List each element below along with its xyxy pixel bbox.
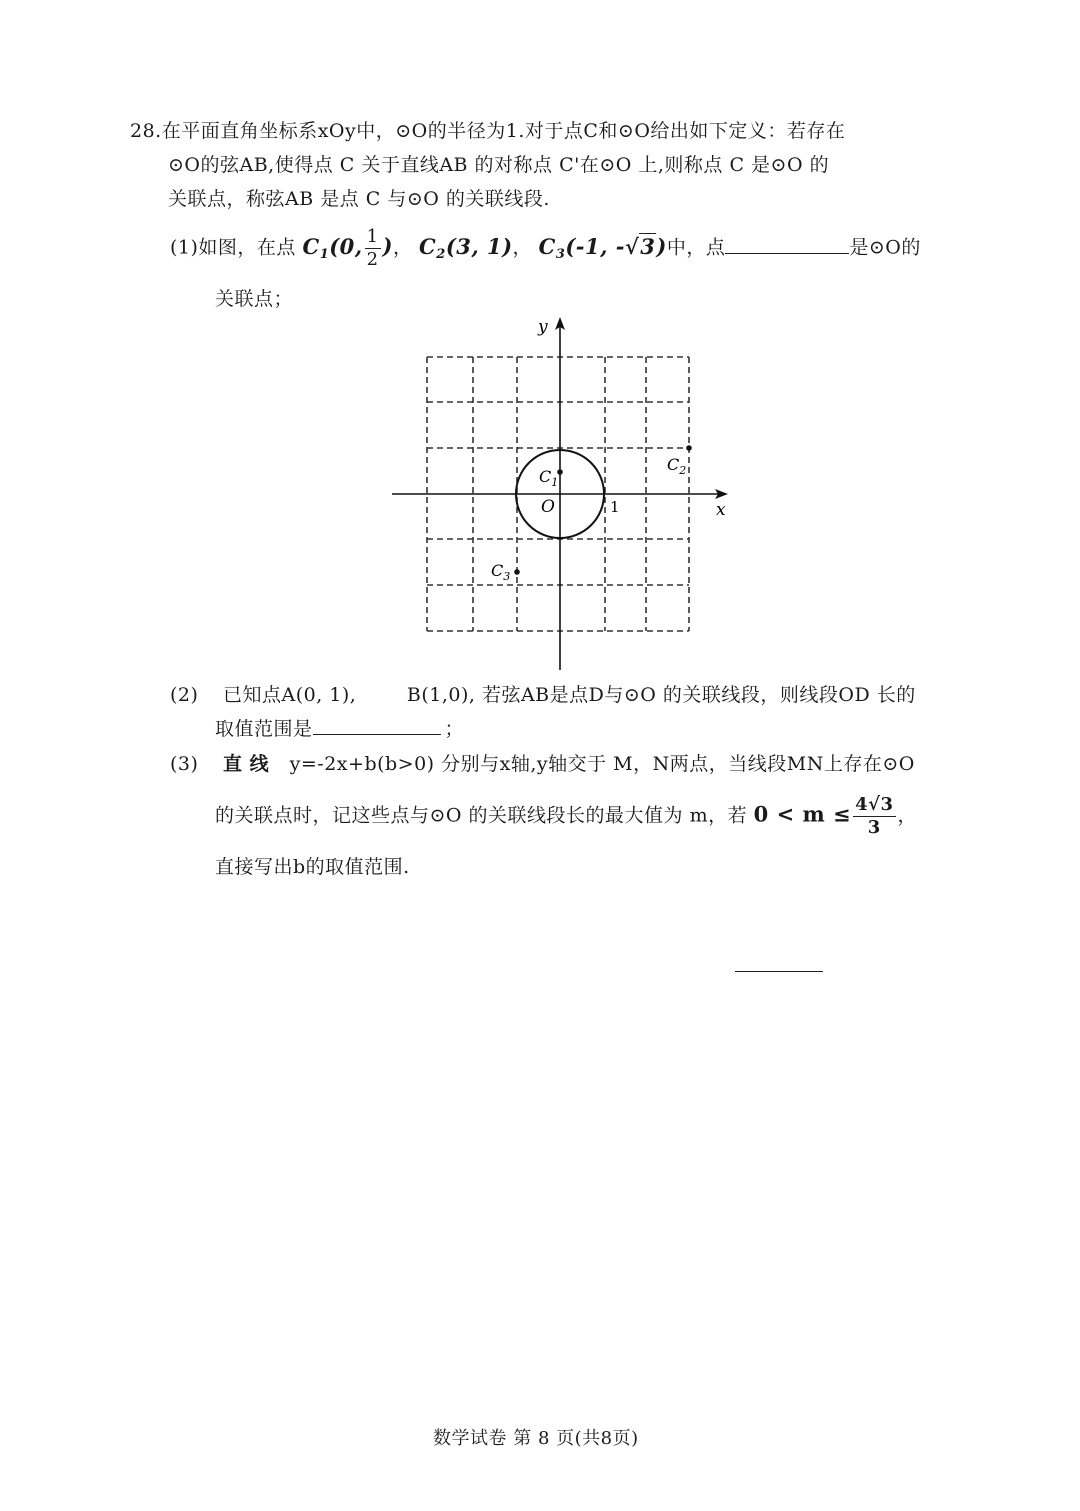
point-c2: $C_2(3$, 1)	[419, 233, 513, 262]
inequality: 0 < m ≤	[753, 801, 852, 827]
part3-line1: (3) 直 线 y=-2x+b(b>0) 分别与x轴,y轴交于 M，N两点，当线段MN上存在⊙O	[170, 753, 915, 775]
part1-question: (1)如图，在点 $C_1(0$, $\frac{1}{2}$ )， $C_2(3$, 1)， $C_3(-1$, -√3)中，点 是⊙O的	[170, 226, 921, 270]
c2-label: $C_2$	[667, 455, 687, 477]
point-c2-dot	[686, 445, 692, 451]
point-c1: $C_1(0$,	[302, 233, 363, 262]
problem-intro-line2: ⊙O的弦AB,使得点 C 关于直线AB 的对称点 C'在⊙O 上,则称点 C 是⊙O 的	[168, 154, 830, 176]
point-c3-dot	[514, 569, 520, 575]
c1-label: $C_1$	[539, 467, 559, 489]
coordinate-figure	[380, 310, 740, 680]
part3-line3: 直接写出b的取值范围.	[215, 856, 410, 878]
part1-mid: 中，点	[666, 236, 726, 259]
part1-lead: (1)如图，在点	[170, 236, 296, 259]
part1-tail: 是⊙O的	[849, 236, 921, 259]
inequality-fraction: $\frac{4√3}{3}$	[855, 794, 894, 838]
problem-intro-line1: 28.在平面直角坐标系xOy中，⊙O的半径为1.对于点C和⊙O给出如下定义：若存在	[130, 120, 846, 142]
point-c3: $C_3(-1$, -√3)	[538, 233, 667, 262]
axes	[392, 320, 725, 670]
c3-label: $C_3$	[491, 561, 511, 583]
part3-label: (3)	[170, 753, 199, 775]
part1-answer-blank[interactable]	[725, 253, 849, 254]
part2-label: (2)	[170, 684, 199, 706]
page-footer: 数学试卷 第 8 页(共8页)	[433, 1428, 639, 1449]
part2-line2: 取值范围是 ；	[215, 718, 465, 740]
origin-label: O	[541, 497, 555, 517]
tick-label-one: 1	[610, 498, 620, 516]
answer-line[interactable]	[735, 971, 823, 972]
point-c1-dot	[557, 469, 563, 475]
part2-line1: (2) 已知点A(0, 1), B(1,0), 若弦AB是点D与⊙O 的关联线段，则线段OD 长的	[170, 684, 916, 706]
part2-answer-blank[interactable]	[313, 734, 441, 735]
problem-intro-line3: 关联点，称弦AB 是点 C 与⊙O 的关联线段.	[168, 188, 550, 210]
part1-line2: 关联点；	[215, 288, 294, 310]
c1-fraction: $\frac{1}{2}$	[366, 226, 379, 270]
part3-line2: 的关联点时，记这些点与⊙O 的关联线段长的最大值为 m，若 0 < m ≤ $\frac{4√3}{3}$ ，	[215, 794, 918, 838]
y-axis-label: y	[538, 317, 548, 337]
x-axis-label: x	[716, 500, 726, 520]
